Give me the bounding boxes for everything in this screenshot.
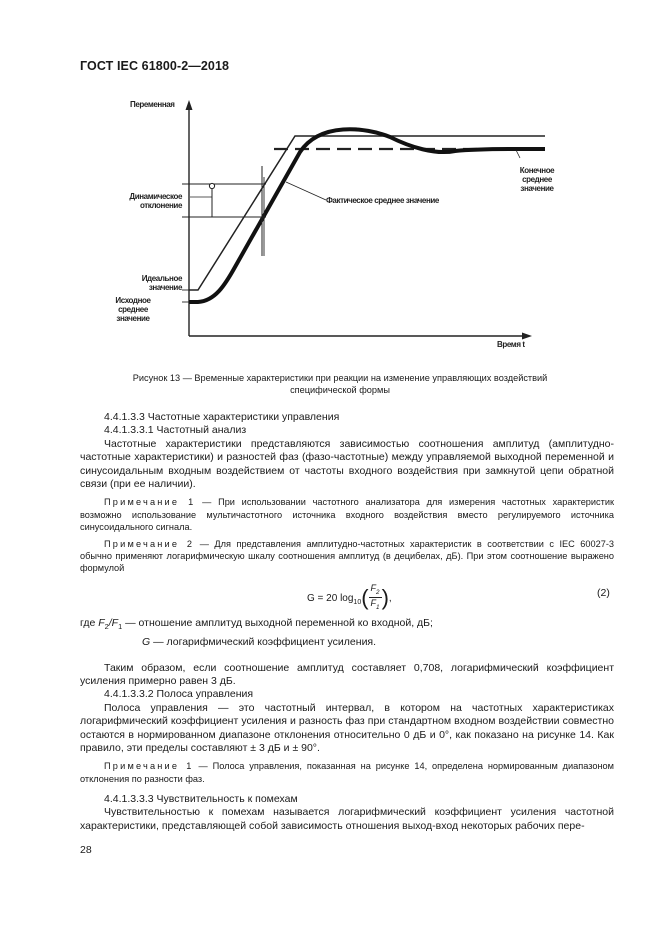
document-body: [80, 411, 614, 833]
paragraph: Чувствительностью к помехам называется логарифмический коэффициент усиления частотной характеристики, представляющей собой зависимость отношения выход-вход некоторых рабочих пере-: [80, 806, 614, 832]
note-text: — Полоса управления, показанная на рисунке 14, определена нормированным диапазоном отклонения по разности фаз.: [80, 761, 614, 784]
ideal-value-label: Идеальное значение: [141, 274, 182, 292]
note-3: [80, 760, 614, 784]
note-label: Примечание 1: [104, 497, 196, 508]
actual-mean-leader: [286, 182, 326, 200]
formula-expression: G = 20 $\log_{10}$( $\frac{F_2}{F_1}$ ),: [307, 582, 392, 612]
where-line-2: G — логарифмический коэффициент усиления.: [142, 636, 377, 649]
where-line-1: где $F_2/F_1$ — отношение амплитуд выходной переменной ко входной, дБ;: [80, 616, 433, 631]
ideal-response-line: [189, 136, 545, 290]
section-heading: 4.4.1.3.3 Частотные характеристики управления: [104, 411, 340, 423]
note-label: Примечание 2: [104, 539, 195, 550]
note-1: [80, 496, 614, 533]
figure-caption: Рисунок 13 — Временные характеристики при реакции на изменение управляющих воздействий специфической формы: [132, 373, 548, 395]
x-axis-arrow: [522, 333, 532, 340]
note-label: Примечание 1: [104, 761, 194, 772]
note-text: — Для представления амплитудно-частотных характеристик в соответствии с IEC 60027-3 обычно применяют логарифмическую шкалу соотношения амплитуд (в децибелах, дБ). При этом соотношение выражено формулой: [80, 539, 614, 574]
page-number: 28: [80, 844, 92, 856]
y-axis-label: Переменная: [130, 100, 175, 109]
formula-2: [80, 579, 614, 615]
final-mean-leader: [516, 150, 520, 158]
initial-mean-label: Исходное среднее значение: [115, 296, 151, 323]
subsection-heading: 4.4.1.3.3.2 Полоса управления: [104, 688, 254, 701]
actual-response-curve: [189, 129, 545, 302]
dynamic-deviation-circle: [209, 183, 214, 188]
formula-fraction: $\frac{F_2}{F_1}$: [370, 582, 380, 612]
x-axis-label: Время t: [497, 340, 525, 349]
subsection-heading: 4.4.1.3.3.1 Частотный анализ: [104, 424, 247, 437]
dynamic-deviation-label: Динамическое отклонение: [129, 192, 182, 210]
document-header: ГОСТ IEC 61800-2—2018: [80, 59, 230, 73]
subsection-heading: 4.4.1.3.3.3 Чувствительность к помехам: [104, 792, 298, 805]
paragraph: Полоса управления — это частотный интервал, в котором на частотных характеристиках логарифмический коэффициент усиления и разность фаз при стандартном входном воздействии совместно остаются в нормированном диапазоне отклонения относительно 0 дБ и 0°, как показано на рисунке 14. Как правило, эти пределы составляют ± 3 дБ и ± 90°.: [80, 701, 614, 754]
final-mean-label: Конечное среднее значение: [519, 166, 555, 193]
figure-13: [90, 92, 555, 362]
paragraph: Таким образом, если соотношение амплитуд составляет 0,708, логарифмический коэффициент усиления примерно равен 3 дБ.: [80, 661, 614, 687]
actual-mean-label: Фактическое среднее значение: [326, 196, 439, 205]
note-2: [80, 538, 614, 575]
y-axis-arrow: [186, 100, 193, 110]
formula-number: (2): [597, 586, 610, 599]
note-text: — При использовании частотного анализатора для измерения частотных характеристик возможно использование мультичастотного источника входного воздействия вместо регулируемого источника синусоидального сигнала.: [80, 497, 614, 532]
paragraph: Частотные характеристики представляются зависимостью соотношения амплитуд (амплитудно-частотные характеристики) и разностей фаз (фазо-частотные) между управляемой выходной переменной и синусоидальным входным воздействием от частоты входного воздействия при замкнутой цепи обратной связи (при ее наличии).: [80, 437, 614, 491]
